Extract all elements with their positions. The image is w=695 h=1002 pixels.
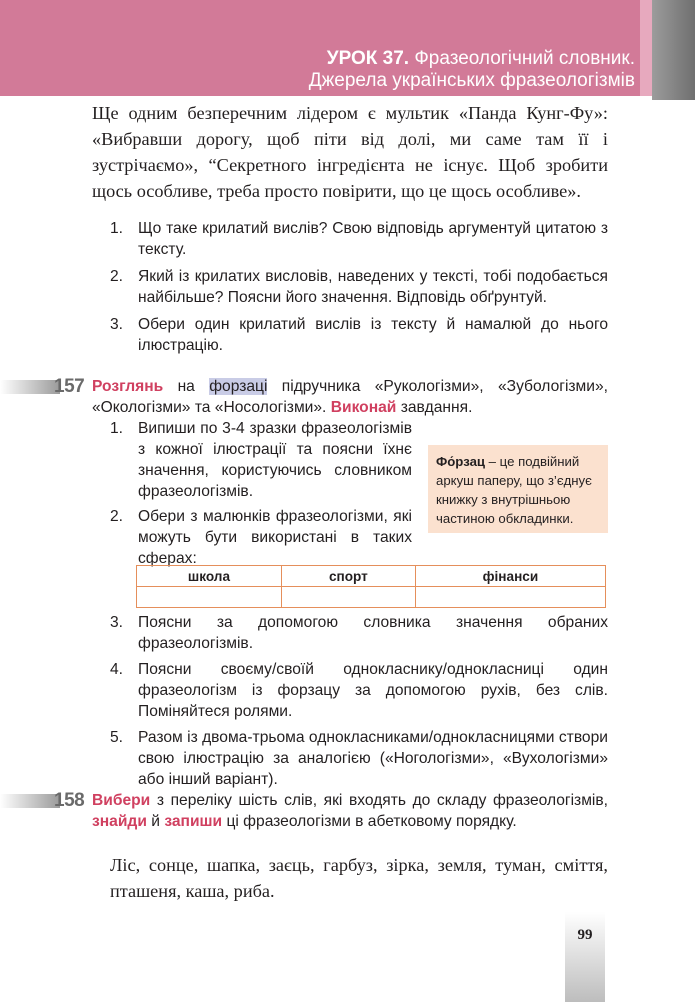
header-accent-strip	[640, 0, 652, 96]
exercise-158-task	[92, 790, 608, 832]
exercise-157-marker	[0, 376, 92, 398]
exercise-marker-bar	[0, 794, 60, 808]
task-item-number: 4.	[110, 661, 124, 678]
task-item	[110, 418, 412, 502]
spheres-table	[136, 565, 606, 608]
task-item	[110, 659, 608, 722]
exercise-158-marker	[0, 790, 92, 812]
exercise-157-task	[92, 376, 608, 418]
table-cell	[415, 587, 605, 608]
task-verb: Виконай	[330, 399, 397, 416]
highlighted-term: форзаці	[209, 378, 268, 395]
task-item-number: 1.	[110, 420, 124, 437]
definition-note	[428, 445, 608, 533]
task-text: й	[146, 813, 165, 830]
question-number: 1.	[110, 220, 124, 237]
task-verb: запиши	[164, 813, 223, 830]
task-item	[110, 727, 608, 790]
lesson-title-line-1: Фразеологічний словник.	[414, 48, 635, 69]
question-text: Що таке крилатий вислів? Свою відповідь аргументуй цитатою з тексту.	[138, 220, 608, 258]
table-header-cell: школа	[137, 566, 282, 587]
task-text: підручника «Рукологізми», «Зубологізми», «Окологізми» та «Носологізми».	[92, 378, 608, 416]
task-item	[110, 612, 608, 654]
header-gray-tab	[652, 0, 695, 100]
table-cell	[137, 587, 282, 608]
question-number: 3.	[110, 316, 124, 333]
task-text: ці фразеологізми в абетковому порядку.	[222, 813, 517, 830]
task-item-number: 5.	[110, 729, 124, 746]
task-verb: Вибери	[92, 792, 151, 809]
task-text: на	[163, 378, 210, 395]
exercise-157-number: 157	[54, 376, 85, 397]
exercise-158-number: 158	[54, 790, 85, 811]
task-text: завдання.	[396, 399, 473, 416]
note-definition: – це подвійний аркуш паперу, що з’єднує книжку з внутрішньою частиною обкладинки.	[436, 454, 592, 526]
task-item-text: Поясни за допомогою словника значення обраних фразеологізмів.	[138, 614, 608, 652]
question-item	[110, 266, 608, 308]
question-item	[110, 314, 608, 356]
task-item-text: Поясни своєму/своїй однокласнику/однокласниці один фразеологізм із форзацу за допомогою рухів, без слів. Поміняйтеся ролями.	[138, 661, 608, 720]
lesson-title-line-2: Джерела українських фразеологізмів	[308, 70, 635, 91]
page-number-tab	[565, 912, 605, 1002]
table-header-cell: фінанси	[415, 566, 605, 587]
lesson-number: УРОК 37.	[326, 48, 410, 69]
question-item	[110, 218, 608, 260]
table-row	[137, 587, 606, 608]
question-number: 2.	[110, 268, 124, 285]
question-text: Обери один крилатий вислів із тексту й намалюй до нього ілюстрацію.	[138, 316, 608, 354]
task-item	[110, 506, 412, 569]
question-text: Який із крилатих висловів, наведених у тексті, тобі подобається найбільше? Поясни його значення. Відповідь обґрунтуй.	[138, 268, 608, 306]
task-text: з переліку шість слів, які входять до складу фразеологізмів,	[150, 792, 608, 809]
lesson-header	[309, 48, 635, 92]
task-item-text: Обери з малюнків фразеологізми, які можуть бути використані в таких сферах:	[138, 508, 412, 567]
task-item-text: Випиши по 3-4 зразки фразеологізмів з кожної ілюстрації та поясни їхнє значення, користуючись словником фразеологізмів.	[138, 420, 412, 500]
table-header-row	[137, 566, 606, 587]
task-item-text: Разом із двома-трьома однокласниками/однокласницями створи свою ілюстрацію за аналогією («Ногологізми», «Вухологізми» або інший варіант).	[138, 729, 608, 788]
exercise-157-items-continued	[110, 612, 608, 795]
note-term: Фо́рзац	[436, 454, 486, 469]
task-item-number: 3.	[110, 614, 124, 631]
table-cell	[281, 587, 415, 608]
exercise-marker-bar	[0, 380, 60, 394]
intro-paragraph: Ще одним безперечним лідером є мультик «Панда Кунг-Фу»: «Вибравши дорогу, щоб піти від долі, ми саме там її і зустрічаємо», “Секретного інгредієнта не існує. Щоб зробити щось особливе, треба просто повірити, що це щось особливе».	[92, 103, 608, 201]
exercise-157-items	[110, 418, 412, 573]
intro-questions	[110, 218, 608, 362]
word-list: Ліс, сонце, шапка, заєць, гарбуз, зірка, земля, туман, сміття, пташеня, каша, риба.	[110, 855, 608, 901]
page-number: 99	[577, 927, 593, 943]
task-verb: Розглянь	[92, 378, 164, 395]
table-header-cell: спорт	[281, 566, 415, 587]
task-verb: знайди	[92, 813, 147, 830]
task-item-number: 2.	[110, 508, 124, 525]
